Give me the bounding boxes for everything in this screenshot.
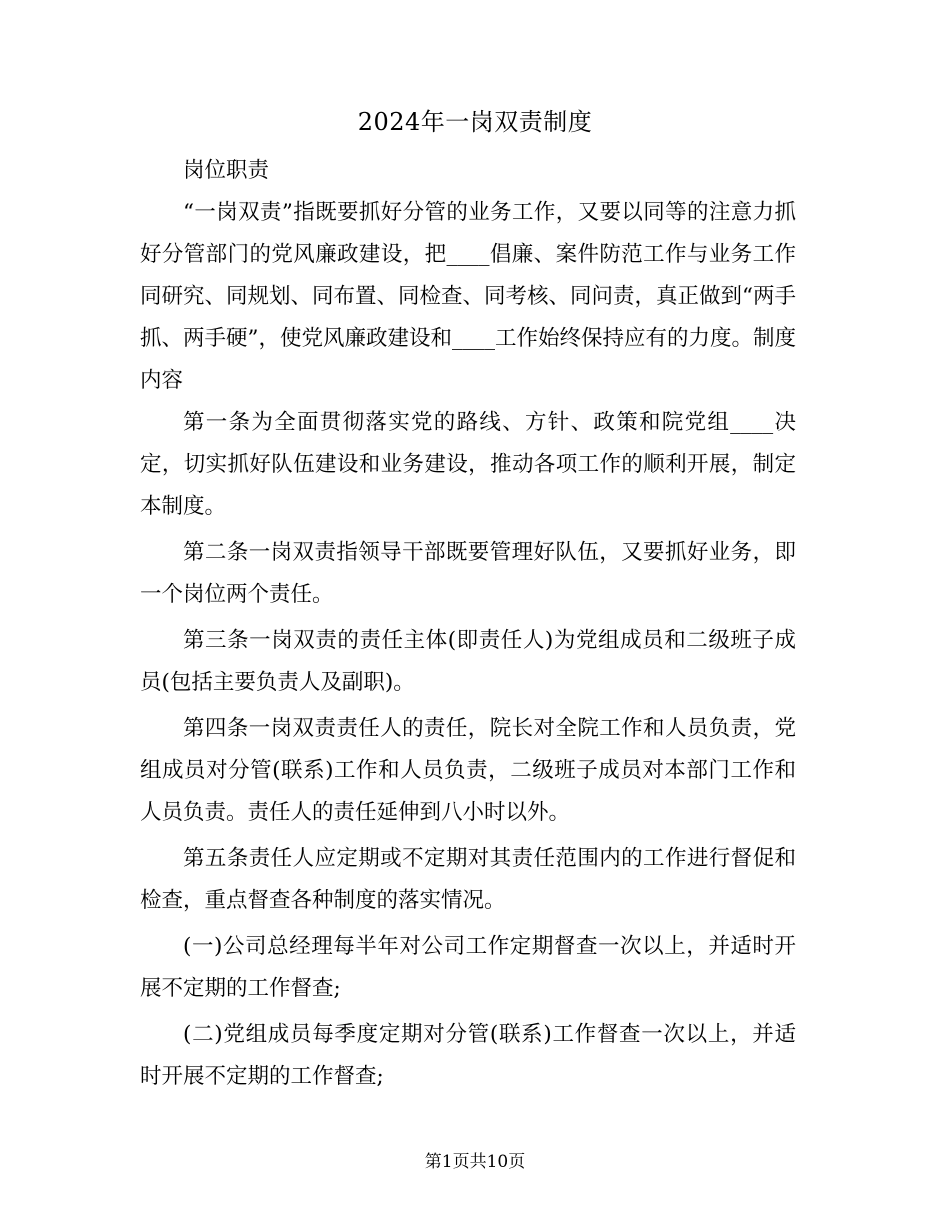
paragraph-article-2: 第二条一岗双责指领导干部既要管理好队伍，又要抓好业务，即一个岗位两个责任。	[140, 540, 796, 607]
page-number-footer: 第1页共10页	[424, 1152, 526, 1172]
document-title: 2024年一岗双责制度	[357, 108, 593, 136]
paragraph-article-3: 第三条一岗双责的责任主体(即责任人)为党组成员和二级班子成员(包括主要负责人及副职)。	[140, 628, 796, 695]
paragraph-article-5: 第五条责任人应定期或不定期对其责任范围内的工作进行督促和检查，重点督查各种制度的落实情况。	[140, 846, 796, 913]
section-heading-post-duties: 岗位职责	[183, 158, 270, 183]
paragraph-item-1: (一)公司总经理每半年对公司工作定期督查一次以上，并适时开展不定期的工作督查;	[140, 934, 796, 1001]
paragraph-item-2: (二)党组成员每季度定期对分管(联系)工作督查一次以上，并适时开展不定期的工作督查;	[140, 1022, 796, 1089]
paragraph-definition: “一岗双责”指既要抓好分管的业务工作，又要以同等的注意力抓好分管部门的党风廉政建设，把____倡廉、案件防范工作与业务工作同研究、同规划、同布置、同检查、同考核、同问责，真正做到“两手抓、两手硬”，使党风廉政建设和____工作始终保持应有的力度。制度内容	[140, 200, 796, 393]
paragraph-article-4: 第四条一岗双责责任人的责任，院长对全院工作和人员负责，党组成员对分管(联系)工作和人员负责，二级班子成员对本部门工作和人员负责。责任人的责任延伸到八小时以外。	[140, 716, 796, 825]
paragraph-article-1: 第一条为全面贯彻落实党的路线、方针、政策和院党组____决定，切实抓好队伍建设和业务建设，推动各项工作的顺利开展，制定本制度。	[140, 410, 796, 519]
document-body	[140, 150, 796, 1098]
